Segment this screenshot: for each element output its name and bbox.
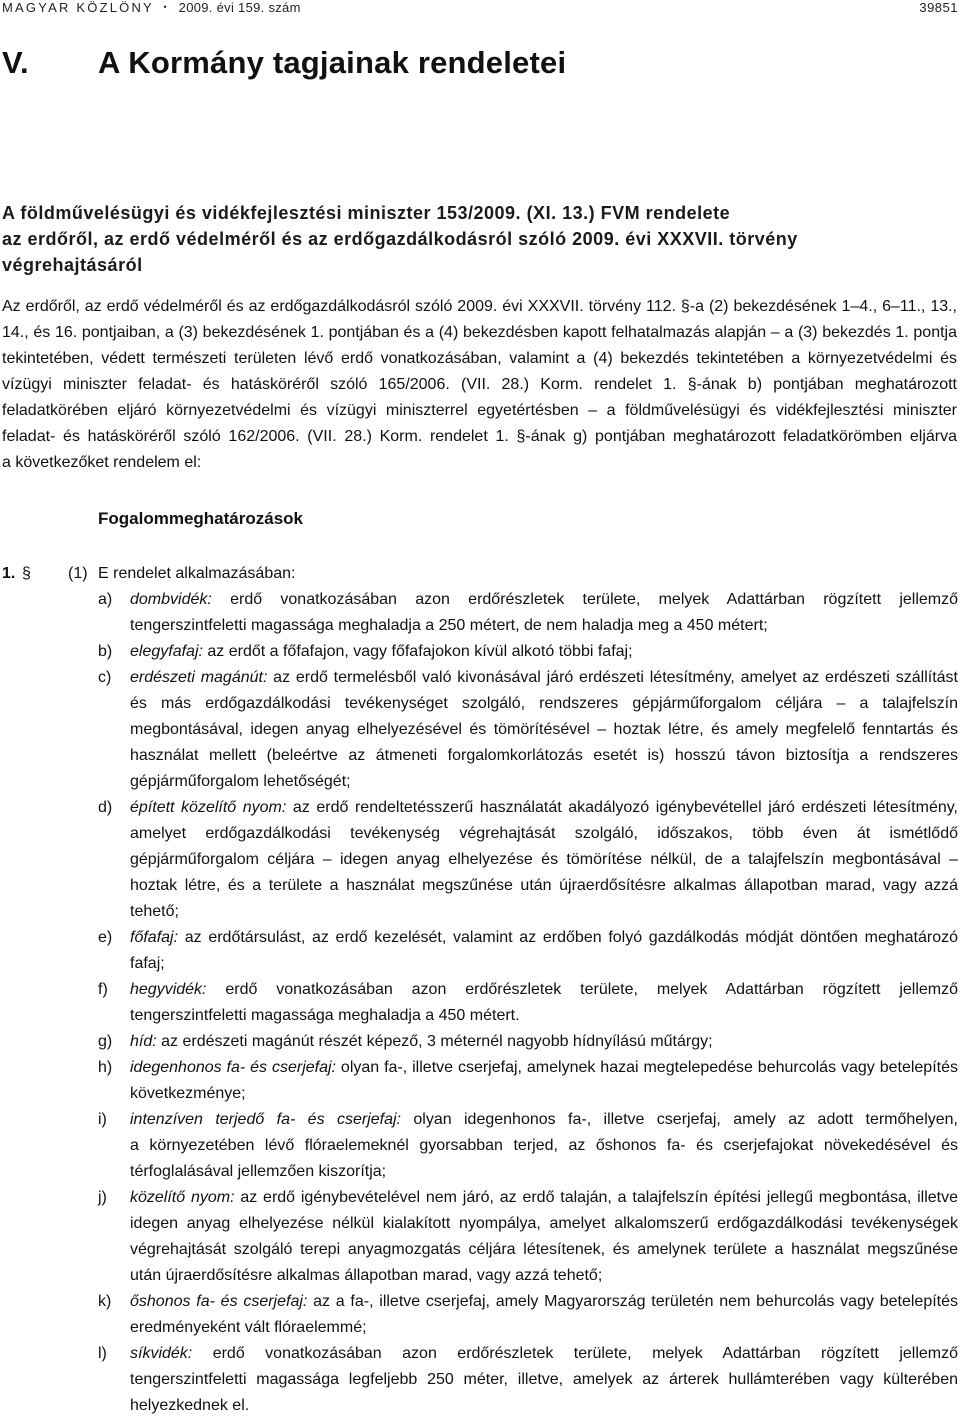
definition-term: főfafaj: [130,929,179,946]
definition-text: végrehajtását szolgáló terepi anyagmozgatás céljára létesítenek, és amelynek területe a használat megszűnése [130,1241,958,1258]
definition-letter: a) [98,591,113,608]
definition-line [130,847,958,873]
section-title [2,45,566,81]
decree-title-line: az erdőről, az erdő védelméről és az erdőgazdálkodásról szóló 2009. évi XXXVII. törvény [2,229,798,249]
definition-text: erdő vonatkozásában azon erdőrészletek területe, melyek Adattárban rögzített jellemző [192,1345,958,1362]
definition-line [130,1159,958,1185]
definition-term: híd: [130,1033,157,1050]
definition-letter: f) [98,981,108,998]
definition-line [130,1081,958,1107]
definition-text: tehető; [130,903,179,920]
definition-letter: b) [98,643,113,660]
definition-line [130,1003,958,1029]
definition-text: az erdő termelésből való kivonásával járó erdészeti létesítmény, amelyet az erdészeti szállítást [267,669,958,686]
preamble-line: vízügyi miniszter feladat- és hatásköréről szóló 165/2006. (VII. 28.) Korm. rendelet 1. §-ának b) pontjában meghatározott [2,376,957,393]
paragraph-1 [2,561,958,1419]
definition-text: erdő vonatkozásában azon erdőrészletek területe, melyek Adattárban rögzített jellemző [206,981,958,998]
definition-line [130,1055,958,1081]
definition-line [130,1185,958,1211]
definition-item [2,1185,958,1289]
definition-line [130,769,958,795]
definition-term: közelítő nyom: [130,1189,235,1206]
definition-letter: h) [98,1059,113,1076]
definition-item [2,1341,958,1419]
section-number: V. [2,45,29,80]
definition-text: idegen anyag elhelyezése nélkül kialakított nyompálya, amelyet alkalomszerű erdőgazdálkodási tevékenységek [130,1215,958,1232]
definition-term: elegyfafaj: [130,643,203,660]
running-header [2,0,958,16]
definition-line [130,639,958,665]
definition-line [130,899,958,925]
definition-item [2,795,958,925]
definition-term: dombvidék: [130,591,212,608]
definition-line [130,691,958,717]
definition-letter: j) [98,1189,107,1206]
preamble-line: tekintetében, védett természeti területen lévő erdő vonatkozásában, valamint a (4) bekezdés tekintetében a környezetvédelmi és [2,350,957,367]
definition-text: gépjárműforgalom lehetőségét; [130,773,351,790]
definition-letter: k) [98,1293,112,1310]
definition-line [130,743,958,769]
definition-text: gépjárműforgalom céljára – idegen anyag elhelyezése és tömörítése nélkül, de a talajfelszín megbontásával – [130,851,958,868]
definition-item [2,1107,958,1185]
definition-line [130,951,958,977]
definition-letter: g) [98,1033,113,1050]
definition-text: hoztak létre, és a területe a használat megszűnése után újraerdősítésre alkalmas állapotban marad, vagy azzá [130,877,958,894]
definition-text: tengerszintfeletti magassága meghaladja a 250 métert, de nem haladja meg a 450 métert; [130,617,768,634]
definition-text: az erdő igénybevételével nem járó, az erdő talaján, a talajfelszín építési jellegű megbontása, illetve [234,1189,959,1206]
definition-text: olyan idegenhonos fa-, illetve cserjefaj, amely az adott termőhelyen, [400,1111,959,1128]
definition-text: fafaj; [130,955,165,972]
definition-list [2,587,958,1419]
definition-item [2,639,958,665]
definition-line [130,1263,958,1289]
definition-text: az erdő rendeltetésszerű használatát akadályozó igénybevétellel járó erdészeti létesítmény, [286,799,959,816]
definition-term: őshonos fa- és cserjefaj: [130,1293,308,1310]
definition-line [130,1289,958,1315]
paragraph-head [2,561,958,587]
definition-line [130,977,958,1003]
preamble-line: feladatkörében eljáró környezetvédelmi és vízügyi miniszterrel egyetértésben – a földművelésügyi és vidékfejlesztési miniszter [2,402,957,419]
definition-item [2,977,958,1029]
definition-line [130,1107,958,1133]
definition-line [130,1211,958,1237]
definition-text: használat mellett (beleértve az átmeneti forgalomkorlátozás esetét is) hosszú távon biztosítja a rendszeres [130,747,958,764]
preamble-line: feladat- és hatásköréről szóló 162/2006. (VII. 28.) Korm. rendelet 1. §-ának g) pontjában meghatározott feladatkörömben eljárva [2,428,957,445]
definition-term: épített közelítő nyom: [130,799,287,816]
subsection-number: (1) [68,565,88,582]
definition-line [130,717,958,743]
definition-item [2,587,958,639]
definition-text: megbontásával, idegen anyag elhelyezésével és tömörítésével – hoztak létre, és amely megfelelő fenntartás és [130,721,958,738]
definition-line [130,821,958,847]
definition-text: az erdőtársulást, az erdő kezelését, valamint az erdőben folyó gazdálkodás módját döntően meghatározó [178,929,958,946]
preamble-line: Az erdőről, az erdő védelméről és az erdőgazdálkodásról szóló 2009. évi XXXVII. törvény 112. §-a (2) bekezdésének 1–4., 6–11., 13., [2,298,957,315]
decree-title [2,200,952,278]
definition-term: síkvidék: [130,1345,193,1362]
definition-text: az a fa-, illetve cserjefaj, amely Magyarország területén nem behurcolás vagy betelepítés [307,1293,959,1310]
definition-item [2,665,958,795]
definition-line [130,587,958,613]
definition-line [130,1341,958,1367]
definition-text: eredményeként vált flóraelemmé; [130,1319,367,1336]
definition-text: erdő vonatkozásában azon erdőrészletek területe, melyek Adattárban rögzített jellemző [211,591,958,608]
definition-term: hegyvidék: [130,981,207,998]
definition-line [130,925,958,951]
definition-item [2,1029,958,1055]
definition-item [2,1289,958,1341]
definition-line [130,795,958,821]
definition-text: a környezetében lévő flóraelemeknél gyorsabban terjed, az őshonos fa- és cserjefajokat növekedésével és [130,1137,958,1154]
definition-letter: e) [98,929,113,946]
definition-line [130,1367,958,1393]
definition-line [130,613,958,639]
definition-item [2,925,958,977]
definition-line [130,1315,958,1341]
header-bullet: • [163,2,169,12]
issue-info: 2009. évi 159. szám [178,0,301,15]
definition-letter: c) [98,669,112,686]
definition-text: az erdészeti magánút részét képező, 3 méternél nagyobb hídnyílású műtárgy; [156,1033,713,1050]
preamble-line: a következőket rendelem el: [2,454,202,471]
preamble-line: 14., és 16. pontjaiban, a (3) bekezdésének 1. pontjában és a (4) bekezdésben kapott felhatalmazás alapján – a (3) bekezdés 1. pontja [2,324,957,341]
definition-text: helyezkednek el. [130,1397,250,1414]
definition-text: tengerszintfeletti magassága meghaladja a 450 métert. [130,1007,520,1024]
definition-term: intenzíven terjedő fa- és cserjefaj: [130,1111,401,1128]
definition-letter: l) [98,1345,107,1362]
section-title-text: A Kormány tagjainak rendeletei [98,45,567,80]
definition-text: térfoglalásával jellemzően kiszorítja; [130,1163,387,1180]
definition-term: idegenhonos fa- és cserjefaj: [130,1059,336,1076]
decree-title-line: végrehajtásáról [2,255,143,275]
decree-title-line: A földművelésügyi és vidékfejlesztési miniszter 153/2009. (XI. 13.) FVM rendelete [2,203,731,223]
definition-letter: i) [98,1111,107,1128]
subsection-heading: Fogalommeghatározások [98,509,303,528]
publication-name: MAGYAR KÖZLÖNY [2,0,154,15]
paragraph-intro: E rendelet alkalmazásában: [98,565,296,582]
definition-text: amelyet erdőgazdálkodási tevékenység végrehajtását szolgáló, időszakos, több éven át ismétlődő [130,825,958,842]
definition-line [130,1029,958,1055]
definition-text: után újraerdősítésre alkalmas állapotban marad, vagy azzá tehető; [130,1267,603,1284]
definition-line [130,1393,958,1419]
preamble [2,294,957,476]
definition-text: és más erdőgazdálkodási tevékenységet szolgáló, rendszeres gépjárműforgalom céljára – a talajfelszín [130,695,958,712]
definition-text: tengerszintfeletti magassága legfeljebb 250 méter, illetve, amelyek az árterek hullámterében vagy külterében [130,1371,958,1388]
page-number: 39851 [919,0,958,15]
definition-letter: d) [98,799,113,816]
definition-text: olyan fa-, illetve cserjefaj, amelynek hazai megtelepedése behurcolás vagy betelepítés [336,1059,958,1076]
definition-item [2,1055,958,1107]
section-symbol: § [22,565,31,582]
definition-text: következménye; [130,1085,246,1102]
definition-term: erdészeti magánút: [130,669,268,686]
definition-line [130,1133,958,1159]
definition-line [130,1237,958,1263]
definition-line [130,665,958,691]
paragraph-number: 1. [2,565,16,582]
definition-line [130,873,958,899]
definition-text: az erdőt a főfafajon, vagy főfafajokon kívül alkotó többi fafaj; [202,643,633,660]
